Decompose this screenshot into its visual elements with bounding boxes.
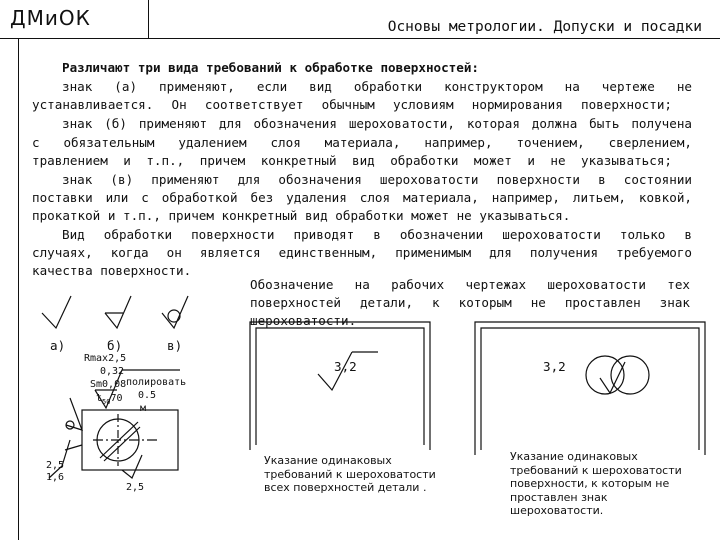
frame-all-surfaces-icon bbox=[250, 322, 430, 450]
sign-b-label: б) bbox=[107, 338, 123, 353]
intro-c-line3: прокаткой и т.п., причем конкретный вид обработки может не указываться. bbox=[32, 208, 571, 223]
sampling-length-value: 0.5 bbox=[138, 390, 157, 401]
intro-c-line1: знак (в) применяют для обозначения шероховатости поверхности в состоянии bbox=[62, 172, 692, 187]
frame-other-surfaces-icon bbox=[475, 322, 705, 455]
roughness-sign-a-icon bbox=[42, 296, 71, 328]
sign-a-label: а) bbox=[50, 338, 66, 353]
header-logo: ДМиОК bbox=[10, 6, 91, 30]
rmax-value: Rmax2,5 bbox=[84, 353, 127, 364]
sm-value: Sm0,08 bbox=[90, 379, 127, 390]
intro-heading: Различают три вида требований к обработке поверхностей: bbox=[62, 60, 480, 75]
intro-b-line3: травлением и т.п., причем конкретный вид обработки может и не указываться; bbox=[32, 153, 672, 168]
intro-d-line1: Вид обработки поверхности приводят в обозначении шероховатости только в bbox=[62, 227, 692, 242]
intro-a-line2: устанавливается. Он соответствует обычным условиям нормирования поверхности; bbox=[32, 97, 672, 112]
frame2-value: 3,2 bbox=[543, 359, 566, 374]
intro-d-line3: качества поверхности. bbox=[32, 263, 192, 278]
t-label: $t_{50}70$ bbox=[96, 393, 123, 406]
intro-b-line1: знак (б) применяют для обозначения шероховатости, которая должна быть получена bbox=[62, 116, 692, 131]
unit-label: м bbox=[140, 403, 147, 414]
polish-label: полировать bbox=[126, 377, 187, 388]
roughness-sign-c-icon bbox=[162, 296, 188, 328]
caption-1: Указание одинаковых требований к шероховатости всех поверхностей детали . bbox=[264, 454, 436, 494]
left-value-2: 1,6 bbox=[46, 472, 65, 483]
caption-2: Указание одинаковых требований к шероховатости поверхности, к которым не проставлен знак шероховатости. bbox=[510, 450, 682, 517]
bottom-value: 2,5 bbox=[126, 482, 145, 493]
right-note-line3: шероховатости. bbox=[250, 313, 357, 328]
right-note-line2: поверхностей детали, к которым не проставлен знак bbox=[250, 295, 690, 310]
left-value-1: 2,5 bbox=[46, 460, 65, 471]
sign-c-label: в) bbox=[167, 338, 183, 353]
ra-value: 0,32 bbox=[100, 366, 125, 377]
intro-b-line2: с обязательным удалением слоя материала, например, точением, сверлением, bbox=[32, 135, 692, 150]
intro-a-line1: знак (а) применяют, если вид обработки конструктором на чертеже не bbox=[62, 79, 692, 94]
intro-d-line2: случаях, когда он является единственным, применимым для получения требуемого bbox=[32, 245, 692, 260]
right-note-line1: Обозначение на рабочих чертежах шероховатости тех bbox=[250, 277, 690, 292]
intro-c-line2: поставки или с обработкой без удаления слоя материала, например, литьем, ковкой, bbox=[32, 190, 692, 205]
frame1-value: 3,2 bbox=[334, 359, 357, 374]
header-title: Основы метрологии. Допуски и посадки bbox=[387, 19, 702, 35]
roughness-sign-b-icon bbox=[105, 296, 131, 328]
